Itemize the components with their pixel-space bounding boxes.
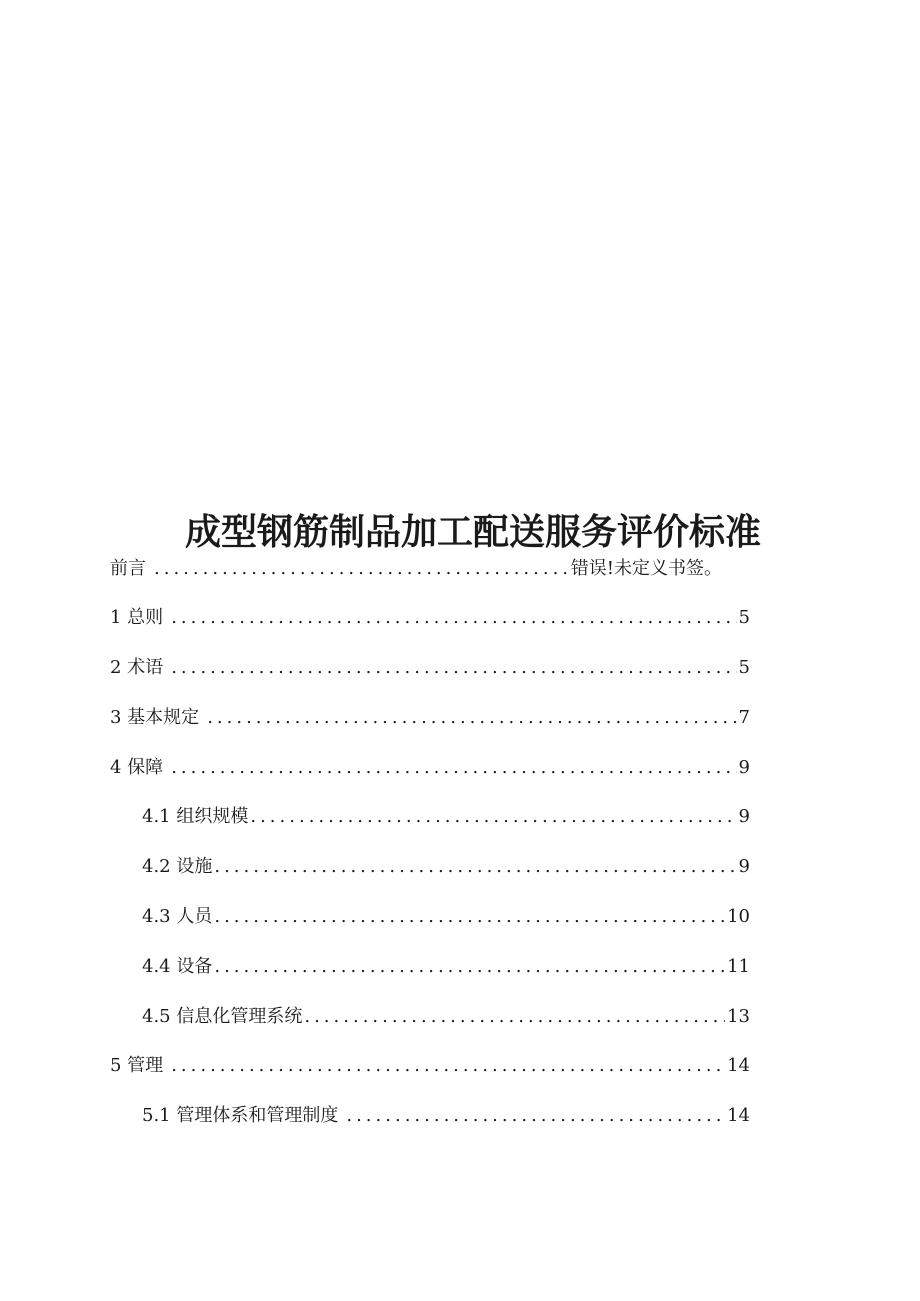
- toc-entry-organization-scale[interactable]: [142, 802, 750, 832]
- toc-entry-label: 5.1 管理体系和管理制度: [142, 1105, 339, 1126]
- toc-entry-page: 5: [738, 607, 750, 628]
- toc-dot-leader: [214, 902, 725, 932]
- toc-entry-information-system[interactable]: [142, 1002, 750, 1032]
- toc-entry-preface[interactable]: [110, 554, 722, 584]
- toc-dot-leader: [154, 554, 569, 584]
- toc-entry-page: 9: [738, 856, 750, 877]
- toc-dot-leader: [304, 1002, 725, 1032]
- toc-entry-label: 3 基本规定: [110, 707, 200, 728]
- toc-dot-leader: [171, 753, 736, 783]
- toc-entry-page: 9: [738, 757, 750, 778]
- toc-entry-label: 4.2 设施: [142, 856, 213, 877]
- toc-entry-general[interactable]: [110, 603, 750, 633]
- toc-entry-page: 14: [727, 1105, 750, 1126]
- toc-entry-label: 2 术语: [110, 657, 164, 678]
- toc-entry-label: 5 管理: [110, 1055, 164, 1076]
- toc-entry-management[interactable]: [110, 1051, 750, 1081]
- toc-entry-guarantee[interactable]: [110, 753, 750, 783]
- toc-entry-management-system[interactable]: [142, 1101, 750, 1131]
- toc-entry-page: 11: [727, 956, 750, 977]
- toc-entry-label: 4.1 组织规模: [142, 806, 249, 827]
- toc-entry-page: 5: [738, 657, 750, 678]
- toc-dot-leader: [171, 1051, 725, 1081]
- toc-dot-leader: [214, 952, 725, 982]
- toc-entry-equipment[interactable]: [142, 952, 750, 982]
- toc-entry-label: 前言: [110, 558, 146, 579]
- toc-entry-label: 1 总则: [110, 607, 164, 628]
- toc-entry-label: 4.5 信息化管理系统: [142, 1006, 303, 1027]
- toc-dot-leader: [346, 1101, 725, 1131]
- toc-entry-page: 错误!未定义书签。: [570, 558, 722, 579]
- toc-entry-label: 4.4 设备: [142, 956, 213, 977]
- toc-entry-page: 9: [738, 806, 750, 827]
- toc-entry-page: 13: [727, 1006, 750, 1027]
- toc-entry-page: 7: [738, 707, 750, 728]
- toc-entry-basic-rules[interactable]: [110, 703, 750, 733]
- toc-entry-personnel[interactable]: [142, 902, 750, 932]
- toc-dot-leader: [214, 852, 736, 882]
- toc-dot-leader: [250, 802, 736, 832]
- toc-dot-leader: [171, 653, 736, 683]
- toc-entry-page: 14: [727, 1055, 750, 1076]
- toc-entry-label: 4 保障: [110, 757, 164, 778]
- toc-entry-label: 4.3 人员: [142, 906, 213, 927]
- toc-entry-terms[interactable]: [110, 653, 750, 683]
- toc-dot-leader: [207, 703, 736, 733]
- toc-dot-leader: [171, 603, 736, 633]
- toc-entry-facilities[interactable]: [142, 852, 750, 882]
- toc-entry-page: 10: [727, 906, 750, 927]
- document-title: 成型钢筋制品加工配送服务评价标准: [184, 512, 761, 553]
